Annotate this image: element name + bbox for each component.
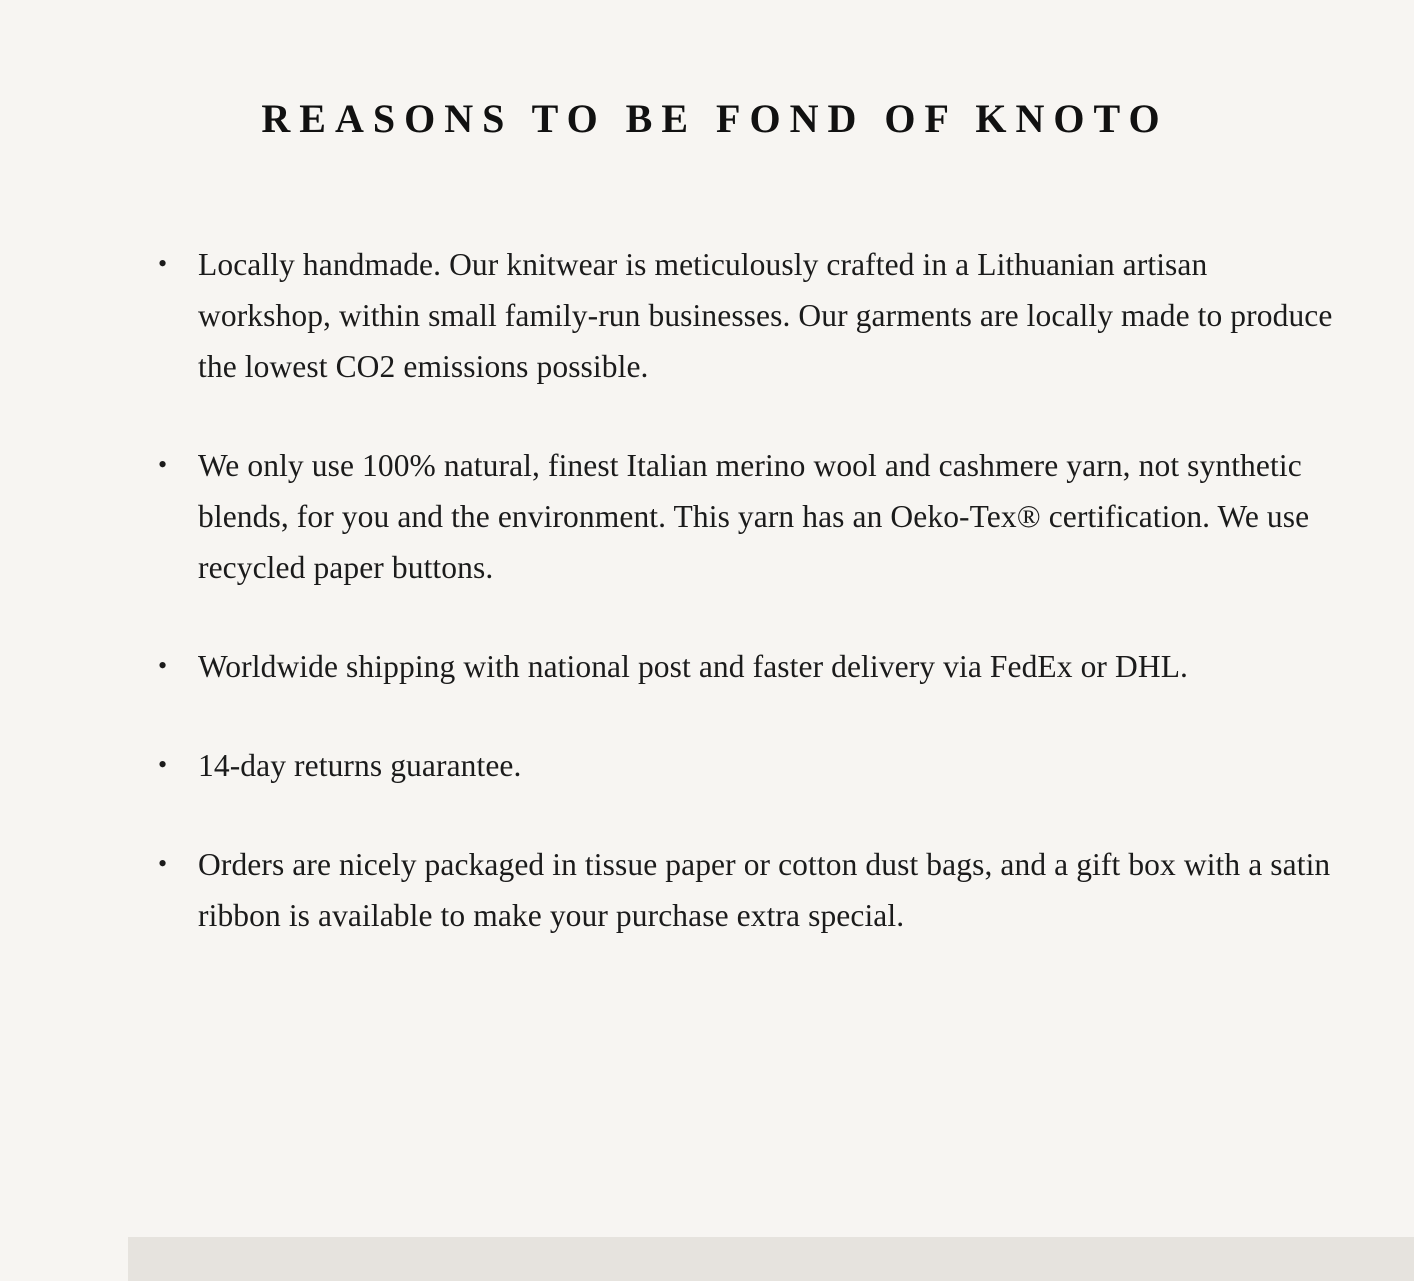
bullet-icon: • (158, 749, 168, 779)
bullet-icon: • (158, 848, 168, 878)
list-item (148, 839, 1338, 941)
list-item-text: 14-day returns guarantee. (198, 747, 522, 783)
bullet-icon: • (158, 449, 168, 479)
list-item (148, 641, 1338, 692)
list-item (148, 740, 1338, 791)
reasons-list (148, 239, 1338, 941)
page-title: REASONS TO BE FOND OF KNOTO (261, 95, 1169, 141)
list-item-text: We only use 100% natural, finest Italian merino wool and cashmere yarn, not synthetic blends, for you and the environment. This yarn has an Oeko-Tex® certification. We use recycled paper buttons. (198, 447, 1310, 585)
footer-divider-bar (128, 1237, 1414, 1281)
list-item (148, 440, 1338, 593)
list-item-text: Worldwide shipping with national post and faster delivery via FedEx or DHL. (198, 648, 1189, 684)
bullet-icon: • (158, 248, 168, 278)
list-item-text: Locally handmade. Our knitwear is meticulously crafted in a Lithuanian artisan workshop, within small family-run businesses. Our garments are locally made to produce the lowest CO2 emissions possible. (198, 246, 1333, 384)
document-page (0, 27, 1414, 1281)
list-item-text: Orders are nicely packaged in tissue paper or cotton dust bags, and a gift box with a satin ribbon is available to make your purchase extra special. (198, 846, 1331, 933)
bullet-icon: • (158, 650, 168, 680)
list-item (148, 239, 1338, 392)
